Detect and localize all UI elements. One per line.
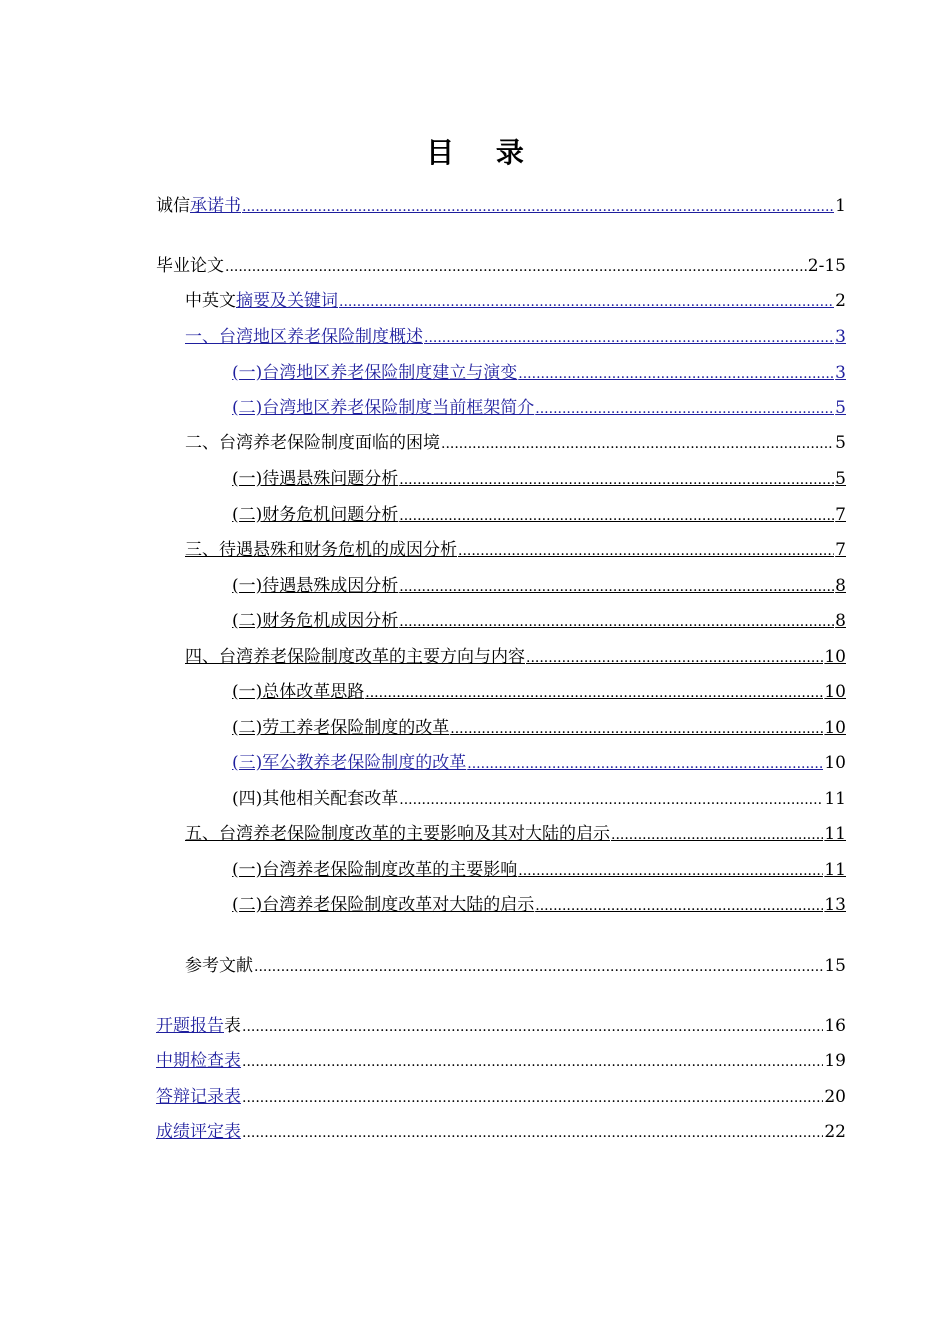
toc-entry-text: (一)总体改革思路 — [232, 682, 365, 702]
toc-entry-text: 二、台湾养老保险制度面临的困境 — [185, 433, 440, 453]
toc-entry-text: (二)财务危机问题分析 — [232, 505, 399, 525]
toc-entry-grade-evaluation[interactable] — [156, 1119, 846, 1145]
toc-page-number: 10 — [824, 682, 846, 702]
toc-entry-abstract[interactable] — [185, 288, 846, 314]
toc-leader-dots — [518, 858, 823, 883]
toc-entry-link[interactable]: 答辩记录表 — [156, 1087, 241, 1107]
toc-entry-chapter-3[interactable] — [185, 537, 846, 563]
toc-leader-dots — [242, 1120, 823, 1145]
toc-entry-defense-record[interactable] — [156, 1084, 846, 1110]
toc-entry-chapter-2[interactable] — [185, 430, 846, 456]
toc-page-number: 8 — [835, 611, 846, 631]
toc-entry-1-1[interactable] — [232, 360, 846, 386]
toc-entry-link[interactable]: 成绩评定表 — [156, 1122, 241, 1142]
toc-entry-link[interactable]: (二)台湾地区养老保险制度当前框架简介 — [232, 398, 535, 418]
toc-entry-text: (四)其他相关配套改革 — [232, 789, 399, 809]
toc-page-number: 10 — [824, 647, 846, 667]
toc-page-number: 1 — [835, 196, 846, 216]
toc-entry-text: (二)财务危机成因分析 — [232, 611, 399, 631]
toc-entry-text: 中英文 — [185, 291, 236, 311]
toc-leader-dots — [399, 609, 834, 634]
toc-leader-dots — [399, 787, 823, 812]
toc-entry-integrity-pledge[interactable] — [156, 193, 846, 219]
toc-page-number: 11 — [824, 860, 846, 880]
toc-entry-text: (一)台湾养老保险制度改革的主要影响 — [232, 860, 518, 880]
toc-entry-link[interactable]: 承诺书 — [190, 196, 241, 216]
toc-page-number: 7 — [835, 540, 846, 560]
toc-leader-dots — [535, 396, 834, 421]
toc-entry-2-1[interactable] — [232, 466, 846, 492]
toc-entry-link[interactable]: (一)台湾地区养老保险制度建立与演变 — [232, 363, 518, 383]
toc-entry-references[interactable] — [185, 953, 846, 979]
toc-entry-text: (一)待遇悬殊成因分析 — [232, 576, 399, 596]
toc-page-number: 5 — [835, 398, 846, 418]
toc-page-number: 16 — [824, 1016, 846, 1036]
toc-entry-5-2[interactable] — [232, 892, 846, 918]
toc-leader-dots — [242, 1014, 823, 1039]
toc-entry-text: (一)待遇悬殊问题分析 — [232, 469, 399, 489]
toc-page-number: 5 — [835, 469, 846, 489]
toc-page-number: 8 — [835, 576, 846, 596]
toc-page-number: 11 — [824, 789, 846, 809]
toc-entry-link[interactable]: 一、台湾地区养老保险制度概述 — [185, 327, 423, 347]
toc-leader-dots — [535, 893, 823, 918]
toc-leader-dots — [518, 361, 834, 386]
toc-page-number: 3 — [835, 327, 846, 347]
toc-entry-4-3[interactable] — [232, 750, 846, 776]
toc-leader-dots — [254, 954, 823, 979]
toc-entry-link[interactable]: 中期检查表 — [156, 1051, 241, 1071]
toc-page-number: 3 — [835, 363, 846, 383]
toc-page-number: 2 — [835, 291, 846, 311]
toc-page-number: 15 — [824, 956, 846, 976]
toc-page-number: 10 — [824, 718, 846, 738]
toc-page-number: 22 — [824, 1122, 846, 1142]
toc-entry-2-2[interactable] — [232, 502, 846, 528]
toc-entry-1-2[interactable] — [232, 395, 846, 421]
toc-leader-dots — [365, 680, 823, 705]
toc-leader-dots — [339, 289, 834, 314]
toc-leader-dots — [467, 751, 823, 776]
toc-entry-text: (二)劳工养老保险制度的改革 — [232, 718, 450, 738]
toc-entry-midterm-check[interactable] — [156, 1048, 846, 1074]
toc-page-number: 7 — [835, 505, 846, 525]
toc-leader-dots — [458, 538, 834, 563]
toc-entry-text: 诚信 — [156, 196, 190, 216]
toc-entry-3-2[interactable] — [232, 608, 846, 634]
toc-leader-dots — [225, 254, 807, 279]
toc-entry-thesis[interactable] — [156, 253, 846, 279]
toc-leader-dots — [399, 574, 834, 599]
toc-page-number: 10 — [824, 753, 846, 773]
toc-entry-chapter-4[interactable] — [185, 644, 846, 670]
toc-entry-5-1[interactable] — [232, 857, 846, 883]
toc-entry-4-2[interactable] — [232, 715, 846, 741]
toc-entry-link[interactable]: 摘要及关键词 — [236, 291, 338, 311]
toc-leader-dots — [242, 194, 834, 219]
toc-entry-chapter-1[interactable] — [185, 324, 846, 350]
toc-title: 目 录 — [426, 136, 540, 169]
toc-leader-dots — [450, 716, 823, 741]
toc-leader-dots — [399, 467, 834, 492]
toc-page-number: 5 — [835, 433, 846, 453]
toc-entry-link[interactable]: (三)军公教养老保险制度的改革 — [232, 753, 467, 773]
toc-page-number: 2-15 — [807, 256, 846, 276]
toc-page-number: 20 — [824, 1087, 846, 1107]
toc-leader-dots — [399, 503, 834, 528]
toc-entry-text: 三、待遇悬殊和财务危机的成因分析 — [185, 540, 457, 560]
toc-page-number: 19 — [824, 1051, 846, 1071]
toc-entry-text: 参考文献 — [185, 956, 253, 976]
toc-entry-link[interactable]: 开题报告 — [156, 1016, 224, 1036]
toc-leader-dots — [441, 431, 834, 456]
toc-page-number: 11 — [824, 824, 846, 844]
toc-entry-text: 毕业论文 — [156, 256, 224, 276]
toc-leader-dots — [242, 1049, 823, 1074]
toc-leader-dots — [424, 325, 834, 350]
toc-page-number: 13 — [824, 895, 846, 915]
toc-entry-proposal-report[interactable] — [156, 1013, 846, 1039]
toc-entry-3-1[interactable] — [232, 573, 846, 599]
toc-entry-text: 五、台湾养老保险制度改革的主要影响及其对大陆的启示 — [185, 824, 610, 844]
toc-leader-dots — [242, 1085, 823, 1110]
toc-entry-chapter-5[interactable] — [185, 821, 846, 847]
toc-entry-text: 表 — [224, 1016, 241, 1036]
toc-entry-4-1[interactable] — [232, 679, 846, 705]
toc-entry-4-4[interactable] — [232, 786, 846, 812]
toc-leader-dots — [611, 822, 823, 847]
toc-leader-dots — [526, 645, 823, 670]
toc-entry-text: (二)台湾养老保险制度改革对大陆的启示 — [232, 895, 535, 915]
toc-entry-text: 四、台湾养老保险制度改革的主要方向与内容 — [185, 647, 525, 667]
